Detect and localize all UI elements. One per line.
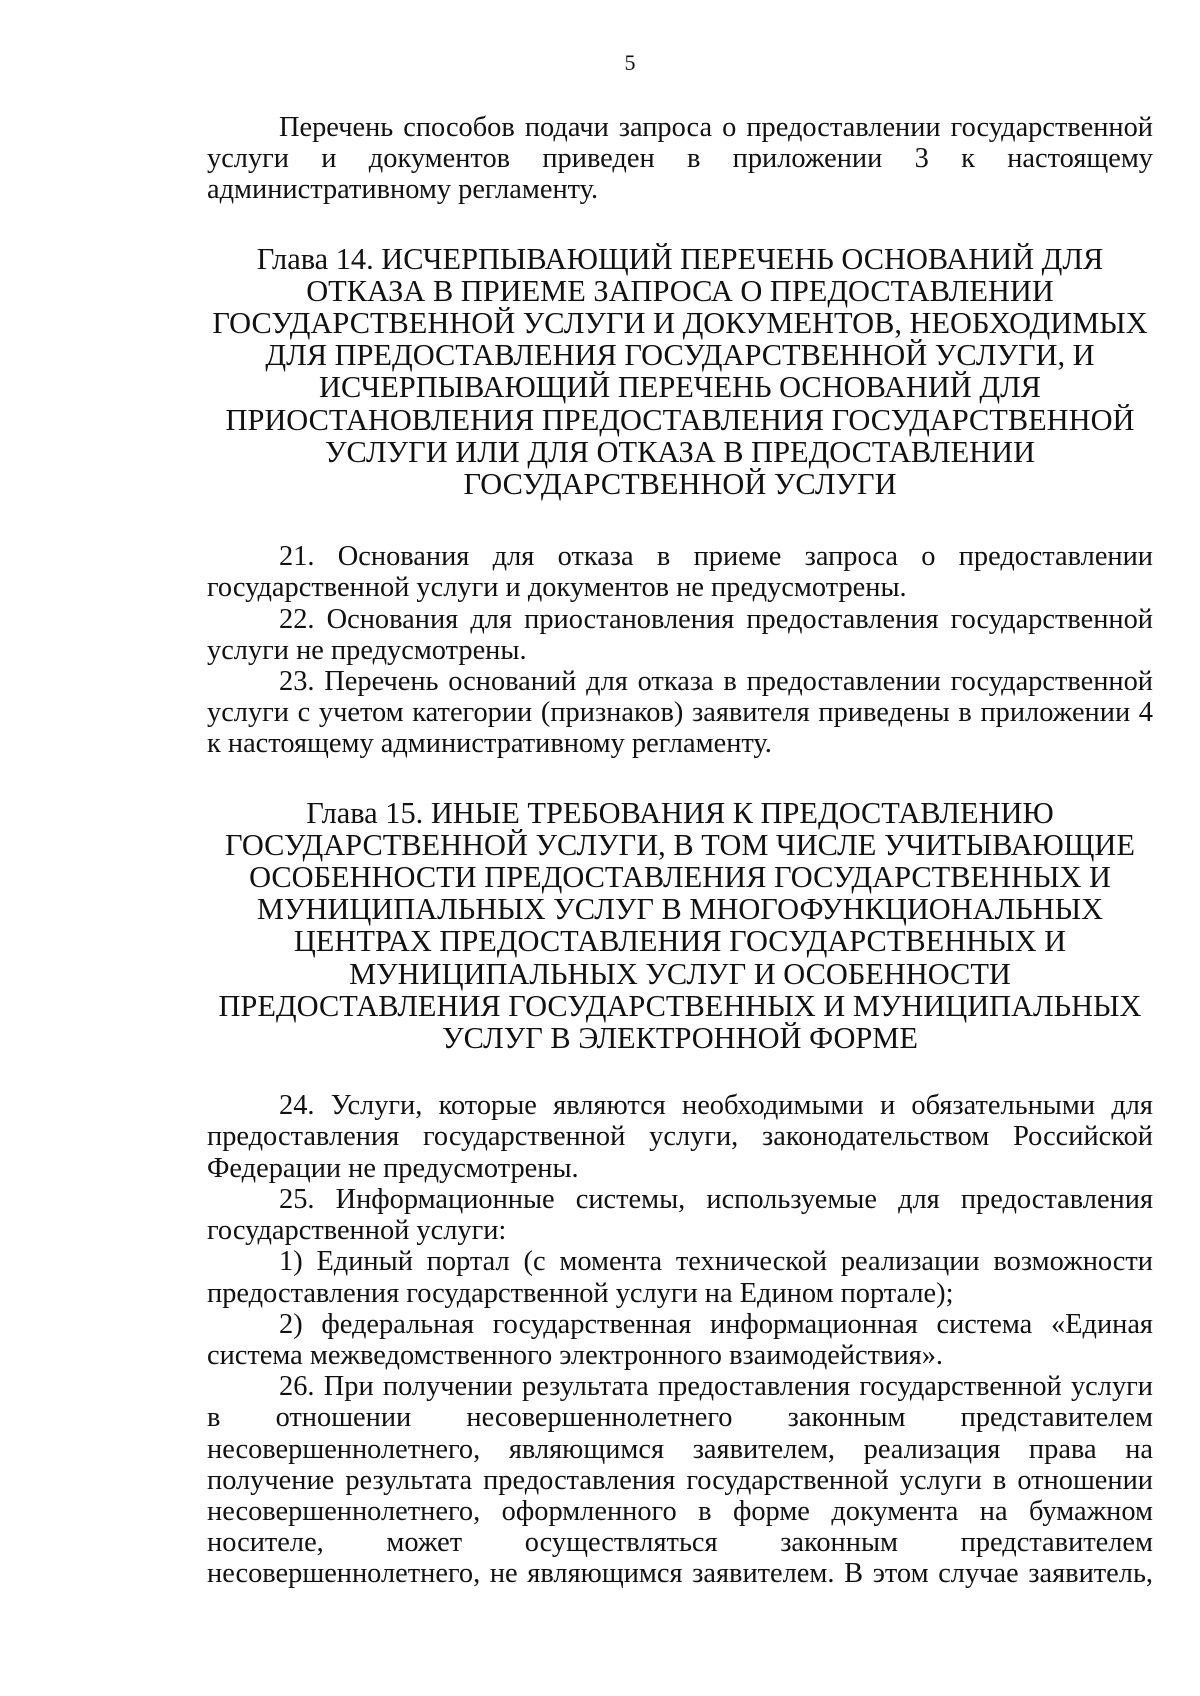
- chapter-15-heading: Глава 15. ИНЫЕ ТРЕБОВАНИЯ К ПРЕДОСТАВЛЕНИЮ ГОСУДАРСТВЕННОЙ УСЛУГИ, В ТОМ ЧИСЛЕ УЧИТЫВАЮЩИЕ ОСОБЕННОСТИ ПРЕДОСТАВЛЕНИЯ ГОСУДАРСТВЕННЫХ И МУНИЦИПАЛЬНЫХ УСЛУГ В МНОГОФУНКЦИОНАЛЬНЫХ ЦЕНТРАХ ПРЕДОСТАВЛЕНИЯ ГОСУДАРСТВЕННЫХ И МУНИЦИПАЛЬНЫХ УСЛУГ И ОСОБЕННОСТИ ПРЕДОСТАВЛЕНИЯ ГОСУДАРСТВЕННЫХ И МУНИЦИПАЛЬНЫХ УСЛУГ В ЭЛЕКТРОННОЙ ФОРМЕ: [218, 795, 1142, 1056]
- paragraph-25: 25. Информационные системы, используемые для предоставления государственной услуги:: [207, 1183, 1153, 1247]
- paragraph-24: 24. Услуги, которые являются необходимыми и обязательными для предоставления государственной услуги, законодательством Российской Федерации не предусмотрены.: [207, 1090, 1153, 1184]
- page-number: 5: [624, 50, 636, 75]
- chapter-14-heading: Глава 14. ИСЧЕРПЫВАЮЩИЙ ПЕРЕЧЕНЬ ОСНОВАНИЙ ДЛЯ ОТКАЗА В ПРИЕМЕ ЗАПРОСА О ПРЕДОСТАВЛЕНИИ ГОСУДАРСТВЕННОЙ УСЛУГИ И ДОКУМЕНТОВ, НЕОБХОДИМЫХ ДЛЯ ПРЕДОСТАВЛЕНИЯ ГОСУДАРСТВЕННОЙ УСЛУГИ, И ИСЧЕРПЫВАЮЩИЙ ПЕРЕЧЕНЬ ОСНОВАНИЙ ДЛЯ ПРИОСТАНОВЛЕНИЯ ПРЕДОСТАВЛЕНИЯ ГОСУДАРСТВЕННОЙ УСЛУГИ ИЛИ ДЛЯ ОТКАЗА В ПРЕДОСТАВЛЕНИИ ГОСУДАРСТВЕННОЙ УСЛУГИ: [212, 241, 1148, 502]
- paragraph-26: 26. При получении результата предоставления государственной услуги в отношении несовершеннолетнего законным представителем несовершеннолетнего, являющимся заявителем, реализация права на получение результата предоставления государственной услуги в отношении несовершеннолетнего, оформленного в форме документа на бумажном носителе, может осуществляться законным представителем несовершеннолетнего, не являющимся заявителем. В этом случае заявитель,: [207, 1371, 1153, 1590]
- document-body: [207, 112, 1153, 1590]
- paragraph-22: 22. Основания для приостановления предоставления государственной услуги не предусмотрены.: [207, 603, 1153, 666]
- list-item-2: 2) федеральная государственная информационная система «Единая система межведомственного электронного взаимодействия».: [207, 1308, 1153, 1371]
- intro-paragraph: Перечень способов подачи запроса о предоставлении государственной услуги и документов приведен в приложении 3 к настоящему административному регламенту.: [207, 112, 1153, 206]
- paragraph-23: 23. Перечень оснований для отказа в предоставлении государственной услуги с учетом категории (признаков) заявителя приведены в приложении 4 к настоящему административному регламенту.: [207, 666, 1153, 760]
- paragraph-21: 21. Основания для отказа в приеме запроса о предоставлении государственной услуги и документов не предусмотрены.: [207, 541, 1153, 604]
- list-item-1: 1) Единый портал (с момента технической реализации возможности предоставления государственной услуги на Едином портале);: [207, 1246, 1153, 1309]
